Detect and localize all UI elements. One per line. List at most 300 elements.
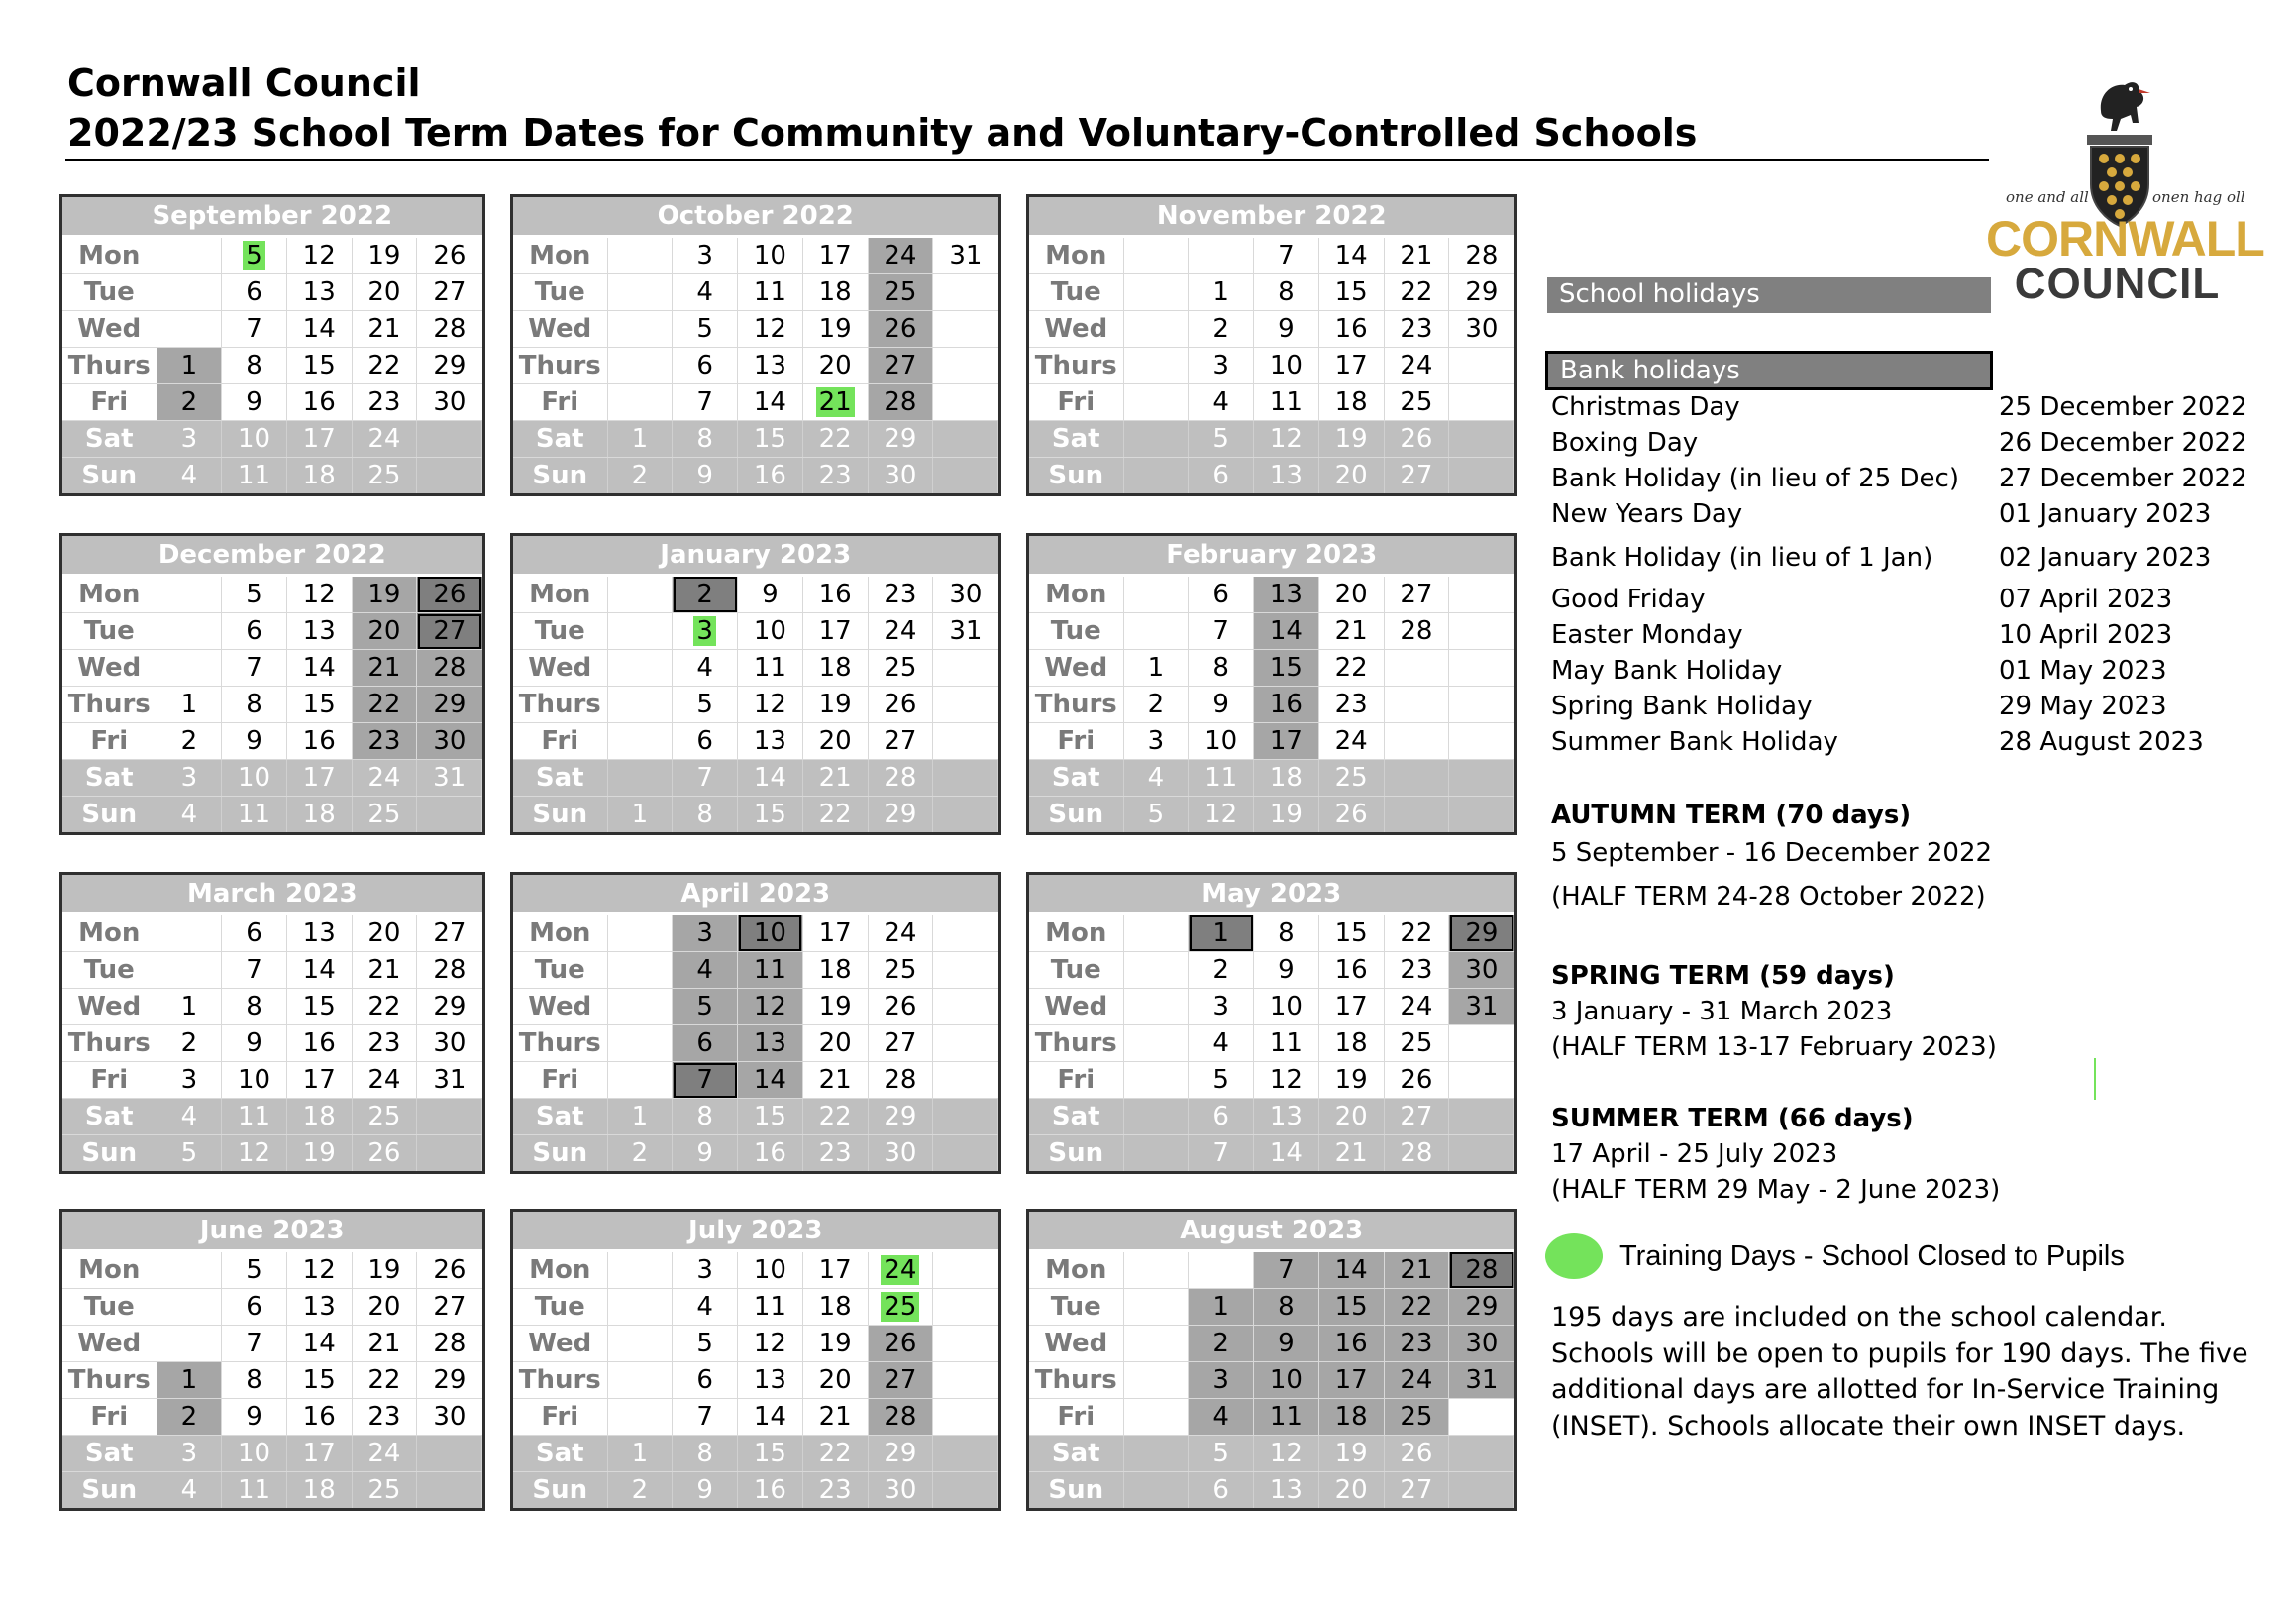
month-title: November 2022 [1029, 197, 1514, 237]
week-day-row [1029, 952, 1514, 989]
day-label: Sat [62, 421, 157, 458]
day-cell: 14 [1254, 1135, 1319, 1172]
day-cell: 25 [868, 274, 933, 311]
day-cell: 1 [607, 797, 673, 833]
autumn-half-term: (HALF TERM 24-28 October 2022) [1551, 882, 1986, 911]
day-cell: 9 [222, 1025, 287, 1062]
bank-holiday-date: 07 April 2023 [1999, 585, 2173, 614]
day-label: Fri [62, 384, 157, 421]
day-cell: 20 [802, 348, 868, 384]
day-cell: 28 [868, 760, 933, 797]
day-cell: 11 [738, 650, 803, 687]
week-day-row [513, 613, 998, 650]
day-cell: 4 [157, 797, 222, 833]
week-day-row [62, 1362, 482, 1399]
day-cell: 29 [1449, 914, 1514, 952]
week-day-row [513, 348, 998, 384]
logo-word-council: COUNCIL [2014, 260, 2221, 308]
day-cell: 15 [286, 989, 352, 1025]
day-label: Tue [1029, 1289, 1123, 1326]
day-cell: 10 [1254, 989, 1319, 1025]
month-calendar [510, 872, 1001, 1174]
day-cell [673, 613, 738, 650]
day-cell: 27 [417, 274, 482, 311]
day-label: Fri [1029, 1062, 1123, 1099]
day-cell: 28 [417, 650, 482, 687]
bank-holiday-name: Easter Monday [1551, 620, 1743, 650]
empty-cell [1123, 613, 1189, 650]
day-cell: 22 [1384, 1289, 1449, 1326]
week-day-row [513, 311, 998, 348]
day-cell: 22 [1384, 274, 1449, 311]
empty-cell [1123, 1289, 1189, 1326]
day-cell: 9 [673, 1135, 738, 1172]
day-cell: 13 [286, 274, 352, 311]
empty-cell [933, 421, 998, 458]
empty-cell [1449, 1399, 1514, 1436]
empty-cell [1123, 1436, 1189, 1472]
week-day-row [62, 1135, 482, 1172]
day-label: Fri [1029, 1399, 1123, 1436]
day-cell: 4 [1189, 1025, 1254, 1062]
empty-cell [1123, 1326, 1189, 1362]
month-title: September 2022 [62, 197, 482, 237]
day-label: Thurs [62, 687, 157, 723]
week-day-row [513, 914, 998, 952]
day-label: Fri [513, 384, 607, 421]
day-cell: 13 [738, 1025, 803, 1062]
bank-holidays-legend: Bank holidays [1545, 351, 1993, 390]
empty-cell [607, 1251, 673, 1289]
day-cell: 7 [222, 311, 287, 348]
day-cell: 6 [1189, 458, 1254, 494]
empty-cell [1449, 1135, 1514, 1172]
day-cell: 2 [673, 576, 738, 613]
day-cell: 12 [1254, 421, 1319, 458]
empty-cell [933, 989, 998, 1025]
empty-cell [607, 1025, 673, 1062]
day-cell: 11 [222, 797, 287, 833]
day-cell: 2 [1189, 1326, 1254, 1362]
week-day-row [1029, 237, 1514, 274]
day-cell [222, 237, 287, 274]
week-day-row [62, 1472, 482, 1509]
day-cell: 28 [1449, 1251, 1514, 1289]
week-day-row [513, 1399, 998, 1436]
day-cell [868, 1251, 933, 1289]
empty-cell [607, 760, 673, 797]
bank-holiday-date: 25 December 2022 [1999, 392, 2247, 422]
day-cell: 23 [802, 458, 868, 494]
week-day-row [513, 797, 998, 833]
bank-holiday-date: 01 May 2023 [1999, 656, 2167, 686]
day-cell: 2 [607, 458, 673, 494]
day-cell: 27 [868, 1025, 933, 1062]
month-title: August 2023 [1029, 1212, 1514, 1251]
day-label: Wed [62, 311, 157, 348]
day-cell: 15 [738, 797, 803, 833]
day-cell: 11 [1254, 384, 1319, 421]
empty-cell [1449, 421, 1514, 458]
week-day-row [62, 952, 482, 989]
day-cell: 3 [157, 1062, 222, 1099]
day-cell: 26 [868, 687, 933, 723]
stray-mark [2094, 1058, 2096, 1100]
empty-cell [607, 348, 673, 384]
day-cell: 13 [1254, 576, 1319, 613]
empty-cell [1123, 576, 1189, 613]
day-cell: 4 [1189, 1399, 1254, 1436]
day-cell: 2 [607, 1472, 673, 1509]
day-cell: 1 [157, 687, 222, 723]
day-cell: 25 [1384, 1025, 1449, 1062]
day-cell: 28 [1384, 1135, 1449, 1172]
day-cell: 19 [1254, 797, 1319, 833]
empty-cell [1449, 1472, 1514, 1509]
empty-cell [157, 237, 222, 274]
day-cell: 10 [1189, 723, 1254, 760]
day-cell: 9 [1254, 1326, 1319, 1362]
day-cell: 7 [673, 760, 738, 797]
day-cell: 8 [673, 421, 738, 458]
day-cell: 31 [933, 237, 998, 274]
day-cell: 16 [738, 1472, 803, 1509]
spring-half-term: (HALF TERM 13-17 February 2023) [1551, 1032, 1997, 1062]
day-cell: 27 [868, 348, 933, 384]
day-cell: 27 [417, 613, 482, 650]
day-cell: 12 [286, 237, 352, 274]
day-cell: 14 [738, 1062, 803, 1099]
day-cell: 7 [673, 384, 738, 421]
day-cell: 26 [417, 1251, 482, 1289]
day-cell: 24 [868, 914, 933, 952]
day-cell: 19 [802, 311, 868, 348]
empty-cell [607, 274, 673, 311]
week-day-row [513, 952, 998, 989]
day-cell: 27 [868, 723, 933, 760]
day-cell: 22 [1318, 650, 1384, 687]
bank-holiday-name: Spring Bank Holiday [1551, 692, 1813, 721]
month-table [62, 536, 482, 832]
day-cell: 4 [673, 1289, 738, 1326]
day-cell: 5 [1189, 1062, 1254, 1099]
week-day-row [513, 650, 998, 687]
day-cell: 2 [157, 723, 222, 760]
week-day-row [513, 1099, 998, 1135]
day-cell: 13 [738, 1362, 803, 1399]
day-cell: 13 [286, 613, 352, 650]
day-cell: 19 [1318, 421, 1384, 458]
week-day-row [1029, 348, 1514, 384]
day-cell: 26 [352, 1135, 417, 1172]
day-cell: 22 [1384, 914, 1449, 952]
day-cell: 13 [738, 348, 803, 384]
day-cell: 22 [352, 348, 417, 384]
month-title: October 2022 [513, 197, 998, 237]
empty-cell [1449, 1025, 1514, 1062]
day-cell: 16 [1318, 952, 1384, 989]
bank-holiday-date: 26 December 2022 [1999, 428, 2247, 458]
day-cell: 22 [352, 1362, 417, 1399]
week-day-row [62, 311, 482, 348]
day-label: Tue [62, 1289, 157, 1326]
day-cell: 6 [673, 1025, 738, 1062]
day-cell: 15 [1318, 274, 1384, 311]
day-cell: 21 [802, 760, 868, 797]
day-cell: 21 [1384, 237, 1449, 274]
week-day-row [513, 989, 998, 1025]
month-title: April 2023 [513, 875, 998, 914]
day-cell: 13 [738, 723, 803, 760]
day-cell: 19 [352, 1251, 417, 1289]
day-label: Sun [62, 797, 157, 833]
day-cell: 19 [802, 687, 868, 723]
day-cell: 27 [1384, 1099, 1449, 1135]
day-cell: 15 [1318, 1289, 1384, 1326]
bank-holiday-date: 01 January 2023 [1999, 499, 2212, 529]
day-label: Mon [513, 914, 607, 952]
day-cell: 18 [1254, 760, 1319, 797]
day-cell: 20 [352, 914, 417, 952]
month-calendar [510, 533, 1001, 835]
day-cell: 1 [1189, 1289, 1254, 1326]
day-cell: 17 [1318, 989, 1384, 1025]
week-day-row [1029, 1289, 1514, 1326]
spring-term-dates: 3 January - 31 March 2023 [1551, 997, 1893, 1026]
day-cell: 1 [607, 421, 673, 458]
empty-cell [1449, 760, 1514, 797]
week-day-row [1029, 1399, 1514, 1436]
day-cell: 9 [1254, 311, 1319, 348]
spring-term-title: SPRING TERM (59 days) [1551, 961, 1895, 991]
day-cell: 10 [738, 914, 803, 952]
day-cell: 23 [352, 723, 417, 760]
day-cell: 5 [1189, 421, 1254, 458]
day-cell: 15 [1254, 650, 1319, 687]
empty-cell [417, 1135, 482, 1172]
page-title: Cornwall Council [67, 61, 421, 105]
month-title: December 2022 [62, 536, 482, 576]
week-day-row [62, 1436, 482, 1472]
day-cell: 1 [607, 1099, 673, 1135]
day-cell: 14 [738, 384, 803, 421]
empty-cell [157, 311, 222, 348]
day-label: Wed [1029, 989, 1123, 1025]
training-day-marker: 3 [693, 616, 716, 646]
week-day-row [1029, 613, 1514, 650]
logo-motto-cornish: onen hag oll [2152, 188, 2245, 206]
bank-holiday-name: Summer Bank Holiday [1551, 727, 1838, 757]
empty-cell [933, 1399, 998, 1436]
summer-half-term: (HALF TERM 29 May - 2 June 2023) [1551, 1175, 2001, 1205]
week-day-row [62, 1062, 482, 1099]
day-cell: 1 [157, 989, 222, 1025]
day-cell: 20 [802, 723, 868, 760]
day-cell: 5 [1123, 797, 1189, 833]
day-cell: 31 [933, 613, 998, 650]
day-label: Wed [62, 1326, 157, 1362]
day-cell: 5 [673, 989, 738, 1025]
day-cell: 25 [1318, 760, 1384, 797]
day-label: Mon [1029, 1251, 1123, 1289]
day-cell: 29 [417, 1362, 482, 1399]
empty-cell [1123, 1472, 1189, 1509]
month-table [513, 197, 998, 493]
day-cell: 13 [1254, 1099, 1319, 1135]
day-cell: 21 [352, 952, 417, 989]
logo-word-cornwall: CORNWALL [1986, 211, 2264, 267]
empty-cell [933, 311, 998, 348]
day-cell: 17 [802, 613, 868, 650]
day-cell: 24 [352, 421, 417, 458]
day-label: Thurs [62, 348, 157, 384]
day-cell: 19 [286, 1135, 352, 1172]
day-cell: 9 [673, 458, 738, 494]
day-cell: 26 [417, 237, 482, 274]
week-day-row [62, 1099, 482, 1135]
day-cell: 17 [286, 760, 352, 797]
day-label: Sun [513, 1135, 607, 1172]
day-label: Sun [513, 1472, 607, 1509]
week-day-row [513, 458, 998, 494]
day-cell: 21 [802, 1399, 868, 1436]
day-cell: 26 [1384, 1062, 1449, 1099]
day-cell: 18 [1318, 1399, 1384, 1436]
day-cell: 16 [1254, 687, 1319, 723]
day-cell: 11 [1254, 1399, 1319, 1436]
day-label: Wed [62, 989, 157, 1025]
day-cell: 24 [352, 1436, 417, 1472]
week-day-row [1029, 797, 1514, 833]
empty-cell [417, 1436, 482, 1472]
empty-cell [607, 613, 673, 650]
day-cell: 4 [1123, 760, 1189, 797]
empty-cell [1123, 1062, 1189, 1099]
month-title: March 2023 [62, 875, 482, 914]
month-table [513, 536, 998, 832]
day-cell: 18 [1318, 1025, 1384, 1062]
empty-cell [933, 458, 998, 494]
empty-cell [417, 421, 482, 458]
day-cell: 1 [1189, 914, 1254, 952]
day-cell: 10 [738, 613, 803, 650]
day-cell: 24 [868, 613, 933, 650]
day-cell: 15 [738, 1436, 803, 1472]
empty-cell [607, 1326, 673, 1362]
day-cell: 20 [802, 1362, 868, 1399]
day-label: Sun [62, 1135, 157, 1172]
day-cell: 28 [1449, 237, 1514, 274]
day-cell: 26 [868, 989, 933, 1025]
day-cell: 28 [417, 952, 482, 989]
empty-cell [1123, 274, 1189, 311]
day-cell: 12 [1254, 1436, 1319, 1472]
empty-cell [1123, 1135, 1189, 1172]
day-cell: 6 [673, 348, 738, 384]
month-calendar [510, 1209, 1001, 1511]
empty-cell [1384, 723, 1449, 760]
day-cell: 11 [1189, 760, 1254, 797]
day-cell: 5 [222, 576, 287, 613]
empty-cell [1449, 797, 1514, 833]
day-cell: 18 [802, 274, 868, 311]
day-cell: 3 [1189, 348, 1254, 384]
day-cell: 22 [352, 687, 417, 723]
day-cell: 19 [802, 989, 868, 1025]
calendar-note: 195 days are included on the school calendar. Schools will be open to pupils for 190 days. The five additional days are allotted for In-Service Training (INSET). Schools allocate their own INSET days. [1551, 1302, 2248, 1442]
day-cell: 28 [868, 384, 933, 421]
day-cell: 12 [1189, 797, 1254, 833]
month-title: January 2023 [513, 536, 998, 576]
day-cell: 20 [1318, 1472, 1384, 1509]
day-cell: 3 [157, 760, 222, 797]
day-cell: 8 [673, 797, 738, 833]
day-cell: 19 [352, 237, 417, 274]
day-label: Tue [62, 952, 157, 989]
week-day-row [1029, 1436, 1514, 1472]
day-label: Wed [1029, 650, 1123, 687]
day-cell: 30 [417, 1025, 482, 1062]
day-cell: 30 [1449, 311, 1514, 348]
day-label: Sun [513, 797, 607, 833]
day-cell: 7 [222, 650, 287, 687]
day-cell: 3 [1189, 1362, 1254, 1399]
day-cell: 16 [1318, 1326, 1384, 1362]
empty-cell [607, 989, 673, 1025]
day-cell: 21 [802, 1062, 868, 1099]
day-cell: 9 [1254, 952, 1319, 989]
day-cell: 16 [286, 1399, 352, 1436]
day-cell: 28 [868, 1062, 933, 1099]
day-cell: 4 [1189, 384, 1254, 421]
day-cell: 7 [222, 1326, 287, 1362]
empty-cell [607, 650, 673, 687]
day-cell: 1 [1189, 274, 1254, 311]
week-day-row [62, 613, 482, 650]
day-cell: 8 [222, 989, 287, 1025]
day-cell: 6 [1189, 1472, 1254, 1509]
empty-cell [933, 1025, 998, 1062]
empty-cell [157, 1326, 222, 1362]
empty-cell [157, 576, 222, 613]
empty-cell [607, 237, 673, 274]
day-cell: 17 [1254, 723, 1319, 760]
day-cell: 17 [802, 237, 868, 274]
autumn-term-title: AUTUMN TERM (70 days) [1551, 801, 1912, 830]
month-table [1029, 1212, 1514, 1508]
month-title: February 2023 [1029, 536, 1514, 576]
day-cell: 31 [1449, 989, 1514, 1025]
day-cell: 11 [738, 952, 803, 989]
day-label: Mon [62, 914, 157, 952]
day-cell: 5 [673, 311, 738, 348]
day-label: Mon [62, 1251, 157, 1289]
day-label: Tue [513, 274, 607, 311]
day-cell: 1 [157, 1362, 222, 1399]
day-cell: 19 [1318, 1436, 1384, 1472]
day-cell: 2 [157, 1399, 222, 1436]
day-cell: 30 [417, 1399, 482, 1436]
day-cell: 31 [417, 1062, 482, 1099]
day-cell: 7 [673, 1062, 738, 1099]
day-label: Sun [1029, 797, 1123, 833]
day-cell: 22 [802, 797, 868, 833]
day-label: Fri [62, 723, 157, 760]
bank-holiday-name: Good Friday [1551, 585, 1706, 614]
day-cell: 15 [738, 421, 803, 458]
week-day-row [513, 1135, 998, 1172]
day-cell: 31 [417, 760, 482, 797]
